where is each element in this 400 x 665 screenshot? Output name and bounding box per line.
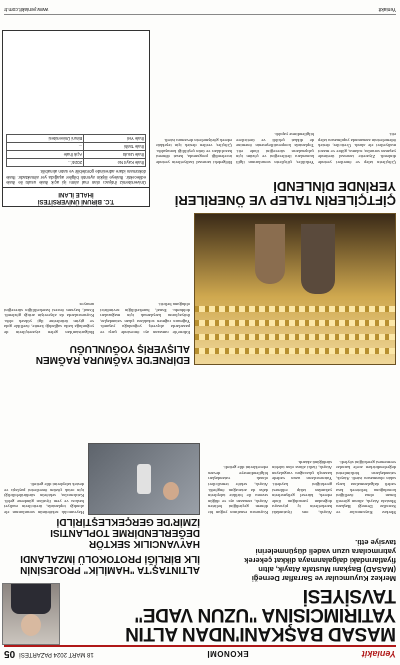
story4-column-1: Çiftçilerin talep ve önerileri yerinde dinlendi. Ziyarette tarımsal üretimde yaşanan sorunlar, sulama, gübre ve mazot maliyetleri ele alındı. Üreticiler, destek ödemelerinin zamanında yapılmasını talep etti. [318,132,396,165]
footer-left: Yeniakit [378,6,396,12]
story2-headline: ALTINTAŞ'TA "HAMİLİK" PROJESİNİN İLK BİRLİĞİ PROTOKOLÜ İMZALANDI HAYVANCILIK SEKTÖR DEĞERLENDİRME TOPLANTISI İZMİR'DE GERÇEKLEŞTİRİLDİ [4,516,200,575]
lead-deck: Merkez Kuyumcular ve Sarraflar Derneği (MASAD) Başkanı Mustafa Atayık, altın fiyatlarındaki dalgalanmaya dikkat çekerek yatırımcılara uzun vadeli düşünmelerini tavsiye etti. [244,538,396,583]
footer-right: www.yeniakit.com.tr [4,6,49,12]
story2b-headline: HAYVANCILIK SEKTÖR DEĞERLENDİRME TOPLANTISI İZMİR'DE GERÇEKLEŞTİRİLDİ [50,516,200,549]
story2-photo [88,443,200,515]
notice-body [3,33,149,187]
lead-story [66,586,396,643]
lead-column-3: Kuyumcu esnafının yoğun bir dönem geçirdiğini belirten Atayık, ramazan ayı ve düğün sezonu ile birlikte taleplerin daha da artacağını öngördü. Atayık, sektör temsilcileri olarak vatandaşları bilgilendirmeye devam edeceklerini dile getirdi. [208,465,268,515]
notice-title: İHALE İLANI [58,191,94,197]
lead-column-1: Merkez Kuyumcular ve Sarraflar Derneği Başkanı Mustafa Atayık, altının güvenli liman olma özelliğini koruduğunu belirterek kısa vadeli dalgalanmalara karşı sakin olunmasını istedi. Atayık, vatandaşların birikimlerini değerlendirirken acele kararlar vermemesi gerektiğini söyledi. [336,459,396,515]
table-row: İhale Usulü Açık İhale [7,150,146,158]
tender-notice [2,30,150,207]
story3-photo [194,213,396,365]
issue-date: 18 MART 2024 PAZARTESİ [19,651,94,657]
section-title: EKONOMİ [206,649,249,659]
masthead [4,645,396,661]
story3-column-1: Edirne'de ramazan ayı öncesinde çarşı ve pazarlarda alışveriş yoğunluğu yaşandı. Yağmura rağmen sokaklara çıkan vatandaşlar, ihtiyaçlarını karşılamak için mağazaları doldurdu. Esnaf, hareketliliğin sevindirici olduğunu belirtti. [100,302,190,335]
notice-table [6,134,146,167]
story3-column-2: Bulgaristan'dan gelen ziyaretçilerin de yoğunluğa katkı sağladığı kentte, özellikle gıda ve giyim ürünlerine ilgi yüksek oldu. Kuyumcularda da alışverişin arttığı gözlendi. Esnaf, bayram öncesi hareketliliğin süreceğini umuyor. [4,302,94,335]
lead-headline: MASAD BAŞKANI'NDAN ALTIN YATIRIMCISINA "UZUN VADE" TAVSİYESİ [125,585,396,644]
notice-header [3,187,149,206]
page-footer [4,4,396,15]
notice-org: T.C. BİRUNİ ÜNİVERSİTESİ [37,198,115,204]
story4-column-2: Yetkililer, çiftçilerin sorunlarının ilgili kurumlara iletileceğini ve çözüm için çalışmaların süreceğini ifade etti. Toplantıda kooperatifleşmenin önemine de dikkat çekildi ve üreticilere bilgilendirme yapıldı. [236,132,314,165]
page-info [4,649,94,660]
page-number: 05 [4,648,16,660]
table-row: İhale Kayıt No 2024/... [7,158,146,166]
lead-photo [2,583,60,645]
newspaper-logo: Yeniakit [361,649,396,659]
lead-column-2: Atayık, ons fiyatındaki hareketlerin iç piyasaya doğrudan yansıdığını ifade ederek, küresel gelişmelerin yakından takip edilmesi gerektiğini kaydetti. Yatırımcıların uzun vadede kazançlı çıkacağını vurgulayan Atayık, fiziki altına olan talebin sürdüğünü aktardı. [272,459,332,515]
table-row: İhale Tarihi ... [7,142,146,150]
notice-text: Üniversitemiz ihtiyacı olan mal alımı işi açık ihale usulü ile ihale edilecektir. İhaleye ilişkin ayrıntılı bilgiler aşağıda yer almaktadır. İhale dokümanı idare adresinde görülebilir ve satın alınabilir. [6,169,146,185]
story4-column-3: Bölgedeki tarımsal faaliyetlerin yerinde incelendiği programda, hasat dönemi hazırlıkları ve ürün çeşitliliği konuşuldu. Çiftçiler, verilen destek için teşekkür ederek görüşmelerin devamını istedi. [156,137,232,165]
table-row: İhale Yeri Biruni Üniversitesi [7,134,146,142]
story3-headline: EDİRNE'DE YAĞMURA RAĞMEN ALIŞVERİŞ YOĞUNLUĞU [35,343,190,365]
story4-headline: ÇİFTÇİLERİN TALEP VE ÖNERİLERİ YERİNDE DİNLENDİ [174,179,396,208]
story2-column: Hayvancılık sektörünün sorunlarının ele alındığı toplantıda, üreticilerin maliyet baskısı ve yem fiyatları gündeme geldi. Katılımcılar, sektörün sürdürülebilirliği için ortak çözüm önerilerini paylaştı ve destek taleplerini dile getirdi. [4,482,84,515]
